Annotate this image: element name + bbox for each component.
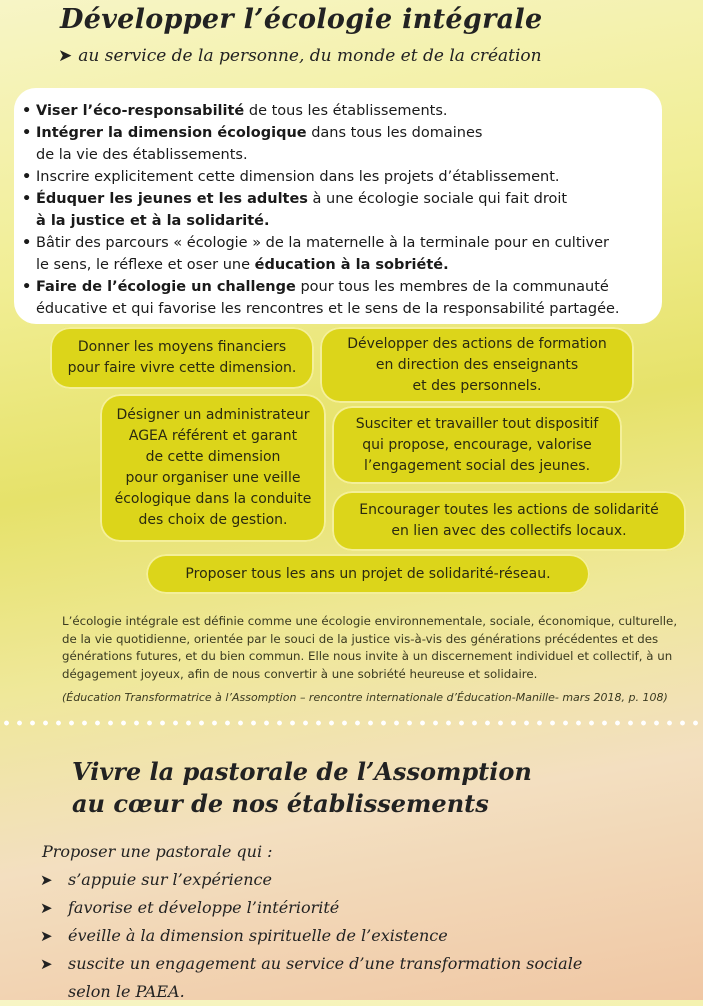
section-subtitle	[58, 46, 542, 66]
action-pill-administrator	[100, 394, 326, 542]
bullet-punct: .	[443, 257, 449, 273]
pill-line: en lien avec des collectifs locaux.	[391, 523, 627, 539]
pill-line: de cette dimension	[145, 449, 281, 465]
list-item	[22, 122, 652, 166]
list-item	[40, 894, 582, 922]
pill-line: Encourager toutes les actions de solidarité	[359, 502, 659, 518]
arrow-right-icon: ➤	[40, 927, 53, 945]
action-pill-training	[320, 327, 634, 403]
pill-line: et des personnels.	[412, 377, 542, 394]
intro-text: Proposer une pastorale qui :	[42, 842, 273, 861]
arrow-right-icon: ➤	[40, 899, 53, 917]
title-line: au cœur de nos établissements	[72, 789, 489, 818]
bullet-icon: •	[22, 235, 32, 251]
list-item	[22, 100, 652, 122]
arrow-right-icon: ➤	[40, 871, 53, 889]
arrow-right-icon: ➤	[40, 955, 53, 973]
list-item	[40, 922, 582, 950]
bullet-text: le sens, le réflexe et oser une	[36, 257, 255, 273]
definition-paragraph: L’écologie intégrale est définie comme une écologie environnementale, sociale, économique, culturelle, de la vie quotidienne, orientée par le souci de la justice vis-à-vis des générations précédentes et des générations futures, et du bien commun. Elle nous invite à un discernement individuel et collectif, à un dégagement joyeux, afin de nous convertir à une sobriété heureuse et solidaire.	[62, 614, 678, 681]
pill-line: Développer des actions de formation	[347, 335, 607, 352]
item-text: s’appuie sur l’expérience	[68, 870, 272, 889]
pill-line: en direction des enseignants	[375, 356, 579, 373]
bullet-icon: •	[22, 169, 32, 185]
action-pill-funding	[50, 327, 314, 389]
section-title: Développer l’écologie intégrale	[60, 4, 543, 35]
bullet-icon: •	[22, 191, 32, 207]
title-line: Vivre la pastorale de l’Assomption	[72, 757, 532, 786]
action-pill-social-engagement	[332, 406, 622, 484]
pill-line: Proposer tous les ans un projet de solidarité-réseau.	[185, 565, 551, 582]
bullet-text: de tous les établissements.	[244, 103, 448, 119]
bullet-bold: Viser l’éco-responsabilité	[36, 103, 245, 119]
pastorale-list	[40, 866, 582, 1006]
bullet-text: éducative et qui favorise les rencontres et le sens de la responsabilité partagée.	[36, 301, 620, 317]
bullet-icon: •	[22, 279, 32, 295]
bullet-bold: Intégrer la dimension écologique	[36, 125, 307, 141]
bullet-bold: éducation à la sobriété	[254, 257, 444, 273]
action-pill-network-project	[146, 554, 590, 594]
subtitle-text: au service de la personne, du monde et de la création	[78, 46, 542, 66]
arrow-right-icon: ➤	[58, 46, 73, 66]
bullet-text: pour tous les membres de la communauté	[295, 279, 609, 295]
bullet-icon: •	[22, 103, 32, 119]
section-title	[72, 756, 532, 820]
bullet-icon: •	[22, 125, 32, 141]
list-item	[22, 188, 652, 232]
pill-line: des choix de gestion.	[138, 512, 288, 528]
pill-line: Donner les moyens financiers	[77, 339, 287, 355]
pill-line: l’engagement social des jeunes.	[363, 457, 591, 474]
bullet-bold: à la justice et à la solidarité	[36, 213, 264, 229]
item-text: éveille à la dimension spirituelle de l’existence	[68, 926, 448, 945]
list-item	[40, 866, 582, 894]
bullet-bold: Éduquer les jeunes et les adultes	[36, 191, 308, 207]
list-item	[22, 276, 652, 320]
item-text: favorise et développe l’intériorité	[68, 898, 340, 917]
bullet-text: dans tous les domaines	[306, 125, 483, 141]
action-pill-solidarity	[332, 491, 686, 551]
pill-line: pour faire vivre cette dimension.	[67, 360, 297, 376]
bullet-bold: Faire de l’écologie un challenge	[36, 279, 296, 295]
bullet-text: Inscrire explicitement cette dimension dans les projets d’établissement.	[36, 169, 560, 185]
pill-line: Désigner un administrateur	[116, 407, 310, 423]
bullet-text: Bâtir des parcours « écologie » de la maternelle à la terminale pour en cultiver	[36, 235, 610, 251]
item-text: suscite un engagement au service d’une transformation sociale	[68, 954, 583, 973]
bullet-text: de la vie des établissements.	[36, 147, 248, 163]
citation: (Éducation Transformatrice à l’Assomption – rencontre internationale d’Éducation-Manille- mars 2018, p. 108)	[62, 691, 668, 704]
list-item	[22, 166, 652, 188]
pill-line: qui propose, encourage, valorise	[362, 436, 592, 453]
bullet-list	[22, 100, 652, 320]
bullet-punct: .	[263, 213, 270, 229]
dotted-divider	[0, 718, 703, 728]
list-item	[22, 232, 652, 276]
pill-line: pour organiser une veille	[125, 470, 301, 486]
pill-line: AGEA référent et garant	[128, 428, 298, 444]
bullet-text: à une écologie sociale qui fait droit	[307, 191, 568, 207]
list-item	[40, 950, 582, 1006]
pill-line: Susciter et travailler tout dispositif	[355, 415, 599, 432]
item-text: selon le PAEA.	[68, 982, 185, 1001]
pill-line: écologique dans la conduite	[114, 491, 312, 507]
